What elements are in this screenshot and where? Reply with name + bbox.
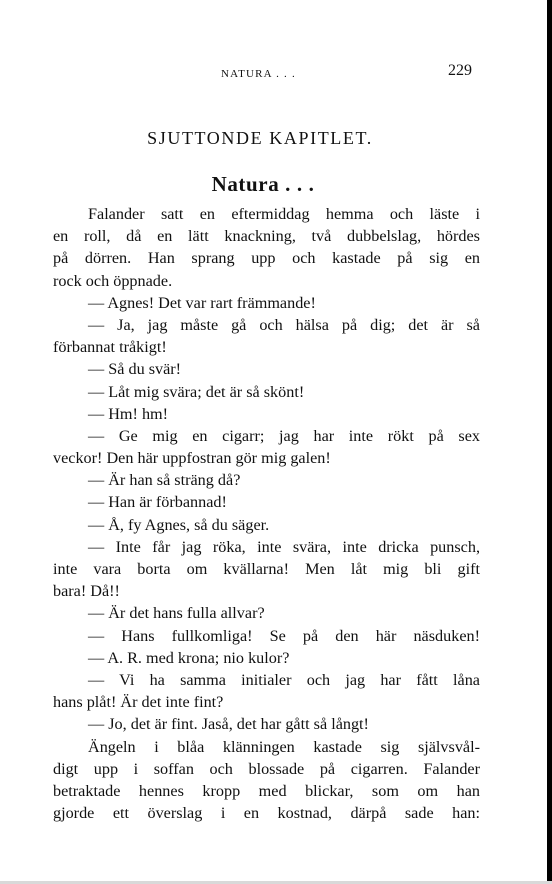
- text-line: — Jo, det är fint. Jaså, det har gått så långt!: [88, 715, 369, 734]
- text-line: — Ge mig en cigarr; jag har inte rökt på sex: [88, 426, 480, 445]
- text-line: Ängeln i blåa klänningen kastade sig självsvål-: [88, 737, 480, 756]
- text-line: Falander satt en eftermiddag hemma och läste i: [88, 205, 480, 223]
- text-line: rock och öppnade.: [53, 271, 173, 290]
- text-line: en roll, då en lätt knackning, två dubbelslag, hördes: [53, 227, 480, 246]
- text-line: betraktade hennes kropp med blickar, som om han: [53, 781, 480, 800]
- text-line: — Är han så sträng då?: [88, 471, 241, 490]
- text-line: — Hans fullkomliga! Se på den här näsduken!: [88, 626, 480, 645]
- text-line: — Låt mig svära; det är så skönt!: [88, 382, 305, 401]
- text-line: digt upp i soffan och blossade på cigarren. Falander: [53, 759, 480, 778]
- text-line: bara! Då!!: [53, 582, 120, 601]
- page-number: 229: [448, 62, 472, 79]
- text-line: — Vi ha samma initialer och jag har fått låna: [88, 670, 480, 689]
- text-line: — Han är förbannad!: [88, 493, 227, 512]
- running-head: NATURA . . .: [221, 68, 296, 80]
- page-edge: [547, 0, 552, 884]
- text-line: inte vara borta om kvällarna! Men låt mig bli gift: [53, 560, 480, 578]
- body-text: [53, 203, 480, 824]
- text-line: — Så du svär!: [88, 360, 182, 379]
- text-line: på dörren. Han sprang upp och kastade på sig en: [53, 249, 480, 268]
- text-line: gjorde ett överslag i en kostnad, därpå sade han:: [53, 804, 480, 823]
- text-line: — Ja, jag måste gå och hälsa på dig; det är så: [88, 315, 480, 334]
- text-line: hans plåt! Är det inte fint?: [53, 693, 224, 712]
- text-line: — Hm! hm!: [88, 404, 169, 423]
- text-line: — Är det hans fulla allvar?: [88, 604, 265, 623]
- text-line: — Å, fy Agnes, så du säger.: [88, 515, 270, 534]
- chapter-title: Natura . . .: [211, 172, 315, 196]
- text-line: förbannat tråkigt!: [53, 338, 167, 357]
- chapter-heading: SJUTTONDE KAPITLET.: [147, 128, 373, 148]
- text-line: — A. R. med krona; nio kulor?: [88, 648, 290, 667]
- text-line: veckor! Den här uppfostran gör mig galen!: [53, 449, 331, 468]
- text-line: — Agnes! Det var rart främmande!: [88, 293, 316, 312]
- text-line: — Inte får jag röka, inte svära, inte dricka punsch,: [88, 537, 480, 556]
